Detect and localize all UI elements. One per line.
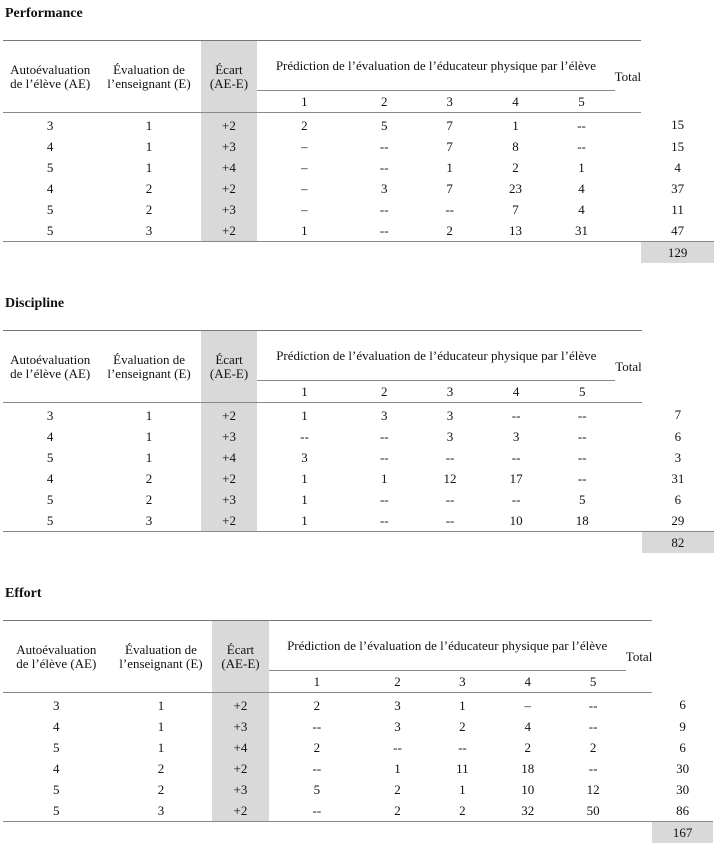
header-pred-level: 3 — [430, 671, 495, 693]
table-row — [3, 468, 714, 489]
cell-pred: -- — [577, 428, 587, 444]
cell-ae: 5 — [46, 449, 54, 465]
cell-pred: -- — [312, 718, 322, 734]
cell-gap: +3 — [201, 426, 258, 447]
table-row — [3, 800, 713, 822]
section-title: Discipline — [5, 296, 65, 311]
cell-pred: 32 — [495, 800, 560, 822]
table-row — [3, 716, 713, 737]
cell-pred: -- — [588, 760, 598, 776]
header-pred-level: 3 — [417, 381, 483, 403]
header-pred-level: 1 — [269, 671, 366, 693]
cell-pred: 1 — [301, 407, 308, 423]
stats-table — [3, 330, 714, 553]
stats-table — [3, 40, 714, 263]
cell-pred: -- — [352, 510, 417, 532]
header-pred-level: 2 — [351, 91, 416, 113]
cell-total: 15 — [671, 138, 685, 154]
cell-ae: 4 — [46, 470, 54, 486]
header-gap: Écart (AE-E) — [201, 331, 258, 403]
cell-total: 9 — [679, 718, 686, 734]
table-row — [3, 693, 713, 717]
cell-pred: 8 — [512, 138, 519, 154]
cell-ae: 4 — [46, 138, 54, 154]
cell-pred: -- — [577, 117, 586, 133]
table-row — [3, 220, 714, 242]
cell-total: 4 — [674, 159, 681, 175]
header-pred-level: 2 — [352, 381, 417, 403]
cell-pred: 10 — [483, 510, 549, 532]
cell-pred: -- — [577, 449, 587, 465]
cell-pred: 23 — [508, 180, 522, 196]
spacer — [615, 178, 642, 199]
cell-gap: +3 — [212, 716, 268, 737]
header-total: Total — [615, 331, 642, 403]
cell-ae: 4 — [46, 180, 54, 196]
cell-pred: -- — [351, 220, 416, 242]
header-prediction: Prédiction de l’évaluation de l’éducateur physique par l’élève — [269, 621, 626, 671]
cell-pred: 12 — [443, 470, 457, 486]
cell-pred: 2 — [365, 800, 430, 822]
cell-pred: -- — [511, 491, 521, 507]
cell-pred: -- — [379, 201, 389, 217]
cell-gap: +2 — [201, 468, 258, 489]
cell-pred: 4 — [578, 180, 585, 196]
table-row — [3, 489, 714, 510]
cell-pred: 3 — [512, 428, 520, 444]
cell-e: 1 — [145, 449, 153, 465]
cell-pred: -- — [445, 449, 455, 465]
spacer — [626, 779, 653, 800]
cell-pred: -- — [417, 510, 483, 532]
cell-gap: +3 — [212, 779, 268, 800]
cell-total: 37 — [671, 180, 685, 196]
spacer — [626, 693, 653, 717]
header-pred-level: 5 — [549, 91, 615, 113]
spacer — [615, 157, 642, 178]
table-row — [3, 113, 714, 137]
cell-total: 6 — [674, 428, 682, 444]
cell-pred: 1 — [381, 470, 388, 486]
cell-total: 6 — [679, 739, 686, 755]
cell-pred: -- — [379, 138, 389, 154]
spacer — [615, 489, 642, 510]
spacer — [615, 403, 642, 427]
table-row — [3, 510, 714, 532]
header-pred-level: 1 — [257, 91, 351, 113]
cell-ae: 5 — [3, 510, 97, 532]
cell-e: 1 — [145, 159, 153, 175]
cell-gap: +3 — [201, 489, 258, 510]
cell-pred: 10 — [521, 781, 535, 797]
cell-pred: 1 — [301, 470, 308, 486]
cell-pred: 2 — [313, 697, 321, 713]
cell-total: 6 — [679, 697, 686, 713]
spacer — [615, 199, 642, 220]
cell-total: 86 — [652, 800, 713, 822]
table-row — [3, 403, 714, 427]
cell-pred: 5 — [578, 491, 586, 507]
cell-e: 1 — [145, 407, 153, 423]
cell-pred: -- — [458, 739, 467, 755]
cell-ae: 3 — [53, 697, 60, 713]
section-title: Effort — [5, 586, 42, 601]
cell-e: 3 — [97, 510, 200, 532]
cell-e: 2 — [145, 491, 153, 507]
cell-pred: -- — [511, 407, 521, 423]
spacer — [615, 426, 642, 447]
cell-pred: 18 — [521, 760, 535, 776]
table-row — [3, 758, 713, 779]
cell-pred: 5 — [380, 117, 388, 133]
header-pred-level: 4 — [483, 381, 549, 403]
cell-ae: 4 — [46, 428, 54, 444]
cell-pred: 7 — [446, 117, 453, 133]
cell-ae: 5 — [3, 800, 110, 822]
cell-total: 29 — [642, 510, 714, 532]
cell-e: 2 — [157, 781, 165, 797]
cell-pred: 13 — [482, 220, 548, 242]
cell-ae: 5 — [53, 781, 60, 797]
cell-pred: -- — [393, 739, 402, 755]
cell-pred: – — [524, 697, 531, 713]
cell-e: 1 — [157, 697, 165, 713]
cell-pred: 31 — [549, 220, 615, 242]
cell-pred: 17 — [509, 470, 523, 486]
stats-table — [3, 620, 713, 843]
cell-pred: -- — [312, 760, 322, 776]
cell-e: 1 — [157, 739, 165, 755]
cell-pred: 4 — [524, 718, 531, 734]
spacer — [615, 510, 642, 532]
header-ae: Autoévaluation de l’élève (AE) — [3, 41, 97, 113]
cell-gap: +3 — [201, 136, 258, 157]
cell-e: 3 — [110, 800, 213, 822]
cell-pred: 12 — [586, 781, 600, 797]
cell-total: 11 — [671, 201, 684, 217]
header-prediction: Prédiction de l’évaluation de l’éducateur physique par l’élève — [257, 41, 614, 91]
cell-gap: +2 — [212, 693, 268, 717]
cell-pred: 3 — [381, 407, 388, 423]
cell-pred: 1 — [512, 117, 519, 133]
table-row — [3, 157, 714, 178]
header-total: Total — [626, 621, 653, 693]
header-pred-level: 1 — [257, 381, 351, 403]
cell-ae: 4 — [53, 760, 60, 776]
cell-pred: – — [301, 201, 308, 217]
cell-pred: 2 — [512, 159, 519, 175]
cell-ae: 5 — [46, 159, 54, 175]
spacer — [626, 758, 653, 779]
table-row — [3, 199, 714, 220]
cell-pred: -- — [379, 159, 389, 175]
cell-pred: – — [301, 138, 308, 154]
cell-pred: 7 — [446, 180, 453, 196]
spacer — [615, 113, 642, 137]
table-row — [3, 136, 714, 157]
cell-pred: 2 — [430, 800, 495, 822]
cell-gap: +2 — [201, 178, 258, 199]
cell-pred: 1 — [394, 760, 401, 776]
header-gap: Écart (AE-E) — [201, 41, 258, 113]
cell-pred: -- — [511, 449, 521, 465]
cell-gap: +2 — [201, 510, 258, 532]
cell-pred: 1 — [459, 697, 466, 713]
cell-gap: +2 — [201, 403, 258, 427]
header-ae: Autoévaluation de l’élève (AE) — [3, 331, 97, 403]
cell-pred: 4 — [578, 201, 585, 217]
header-pred-level: 2 — [365, 671, 430, 693]
table-row — [3, 426, 714, 447]
cell-pred: -- — [577, 138, 586, 154]
cell-pred: 2 — [589, 739, 597, 755]
spacer — [615, 136, 642, 157]
cell-pred: 3 — [446, 428, 454, 444]
cell-pred: 2 — [417, 220, 482, 242]
cell-ae: 4 — [53, 718, 60, 734]
cell-pred: 1 — [301, 491, 308, 507]
cell-ae: 5 — [3, 220, 97, 242]
cell-gap: +2 — [201, 220, 258, 242]
cell-pred: 2 — [313, 739, 321, 755]
cell-gap: +4 — [201, 157, 258, 178]
cell-pred: 18 — [549, 510, 615, 532]
cell-e: 2 — [145, 180, 153, 196]
spacer — [626, 800, 653, 822]
cell-pred: 11 — [456, 760, 469, 776]
section-title: Performance — [5, 6, 83, 21]
cell-total: 3 — [674, 449, 682, 465]
cell-total: 31 — [671, 470, 685, 486]
cell-gap: +2 — [201, 113, 258, 137]
spacer — [626, 737, 653, 758]
cell-pred: 2 — [524, 739, 531, 755]
cell-pred: 3 — [380, 180, 388, 196]
cell-pred: -- — [445, 201, 454, 217]
header-pred-level: 5 — [560, 671, 625, 693]
cell-pred: -- — [577, 470, 587, 486]
cell-gap: +4 — [201, 447, 258, 468]
cell-total: 6 — [674, 491, 682, 507]
cell-pred: 50 — [560, 800, 625, 822]
cell-pred: -- — [379, 449, 389, 465]
grand-total: 167 — [652, 822, 713, 844]
cell-e: 1 — [157, 718, 165, 734]
cell-pred: 1 — [459, 781, 466, 797]
header-pred-level: 4 — [495, 671, 560, 693]
cell-pred: 5 — [313, 781, 321, 797]
header-total: Total — [615, 41, 642, 113]
cell-pred: 1 — [578, 159, 585, 175]
cell-pred: -- — [445, 491, 455, 507]
header-prediction: Prédiction de l’évaluation de l’éducateur physique par l’élève — [257, 331, 615, 381]
cell-total: 7 — [674, 407, 682, 423]
header-e: Évaluation de l’enseignant (E) — [110, 621, 213, 693]
header-ae: Autoévaluation de l’élève (AE) — [3, 621, 110, 693]
cell-total: 47 — [641, 220, 714, 242]
header-e: Évaluation de l’enseignant (E) — [97, 41, 200, 113]
cell-pred: -- — [588, 697, 598, 713]
cell-pred: 3 — [301, 449, 308, 465]
cell-ae: 5 — [53, 739, 60, 755]
cell-e: 2 — [157, 760, 165, 776]
cell-gap: +3 — [201, 199, 258, 220]
cell-pred: 7 — [446, 138, 453, 154]
cell-ae: 5 — [46, 491, 54, 507]
table-row — [3, 779, 713, 800]
header-pred-level: 3 — [417, 91, 482, 113]
spacer — [615, 468, 642, 489]
cell-pred: 2 — [394, 781, 401, 797]
cell-pred: 2 — [301, 117, 308, 133]
table-row — [3, 178, 714, 199]
cell-e: 1 — [145, 428, 153, 444]
cell-gap: +2 — [212, 800, 268, 822]
cell-e: 3 — [97, 220, 200, 242]
cell-ae: 5 — [46, 201, 54, 217]
table-row — [3, 447, 714, 468]
cell-e: 2 — [145, 470, 153, 486]
header-pred-level: 4 — [482, 91, 548, 113]
cell-e: 1 — [145, 117, 153, 133]
cell-pred: -- — [588, 718, 598, 734]
cell-pred: 7 — [512, 201, 519, 217]
header-gap: Écart (AE-E) — [212, 621, 268, 693]
cell-pred: 3 — [394, 718, 401, 734]
cell-pred: -- — [269, 800, 366, 822]
cell-total: 30 — [676, 781, 690, 797]
cell-pred: 3 — [394, 697, 401, 713]
grand-total: 82 — [642, 532, 714, 554]
cell-pred: -- — [577, 407, 587, 423]
cell-pred: -- — [379, 491, 389, 507]
cell-ae: 3 — [46, 407, 54, 423]
cell-pred: 1 — [446, 159, 453, 175]
cell-pred: -- — [379, 428, 389, 444]
cell-pred: -- — [300, 428, 309, 444]
table-row — [3, 737, 713, 758]
cell-pred: 2 — [459, 718, 466, 734]
header-e: Évaluation de l’enseignant (E) — [97, 331, 200, 403]
cell-total: 15 — [671, 117, 685, 133]
cell-e: 1 — [145, 138, 153, 154]
cell-total: 30 — [676, 760, 690, 776]
cell-ae: 3 — [46, 117, 54, 133]
cell-gap: +4 — [212, 737, 268, 758]
cell-pred: 1 — [257, 220, 351, 242]
spacer — [615, 220, 642, 242]
cell-pred: – — [301, 180, 308, 196]
cell-pred: – — [301, 159, 308, 175]
header-pred-level: 5 — [549, 381, 615, 403]
cell-pred: 1 — [257, 510, 351, 532]
spacer — [615, 447, 642, 468]
grand-total: 129 — [641, 242, 714, 264]
cell-e: 2 — [145, 201, 153, 217]
spacer — [626, 716, 653, 737]
cell-pred: 3 — [446, 407, 454, 423]
cell-gap: +2 — [212, 758, 268, 779]
